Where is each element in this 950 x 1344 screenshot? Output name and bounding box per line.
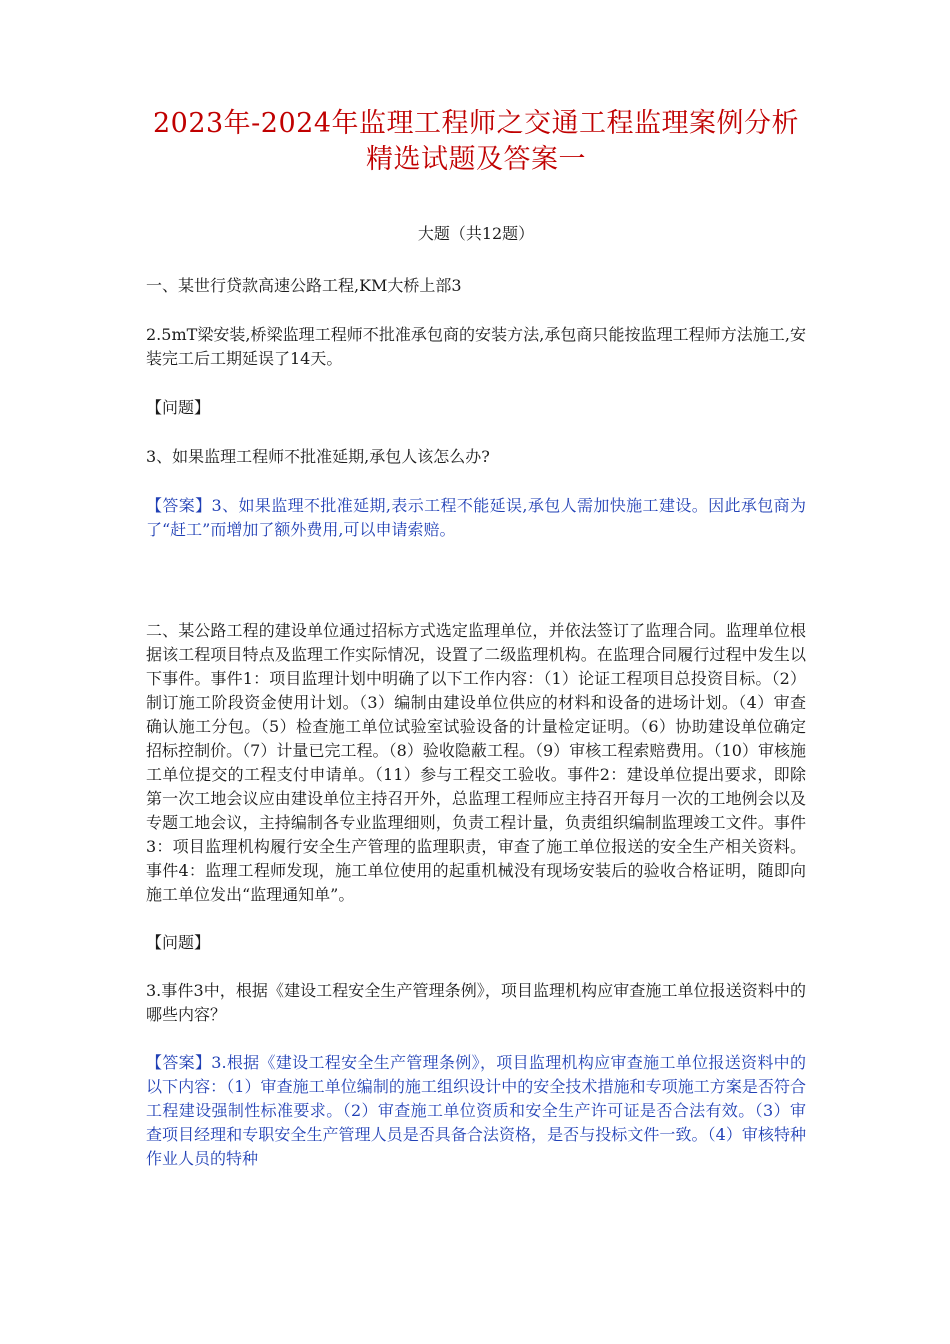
question-1-label: 【问题】 [146,398,211,417]
question-2-body: 二、某公路工程的建设单位通过招标方式选定监理单位，并依法签订了监理合同。监理单位根据该工程项目特点及监理工作实际情况，设置了二级监理机构。在监理合同履行过程中发生以下事件。事件1：项目监理计划中明确了以下工作内容：（1）论证工程项目总投资目标。（2）制订施工阶段资金使用计划。（3）编制由建设单位供应的材料和设备的进场计划。（4）审查确认施工分包。（5）检查施工单位试验室试验设备的计量检定证明。（6）协助建设单位确定招标控制价。（7）计量已完工程。（8）验收隐蔽工程。（9）审核工程索赔费用。（10）审核施工单位提交的工程支付申请单。（11）参与工程交工验收。事件2：建设单位提出要求，即除第一次工地会议应由建设单位主持召开外，总监理工程师应主持召开每月一次的工地例会以及专题工地会议，主持编制各专业监理细则，负责工程计量，负责组织编制监理竣工文件。事件3：项目监理机构履行安全生产管理的监理职责，审查了施工单位报送的安全生产相关资料。事件4：监理工程师发现，施工单位使用的起重机械没有现场安装后的验收合格证明，随即向施工单位发出“监理通知单”。 [146,621,806,904]
document-page [146,106,806,1171]
question-2-label: 【问题】 [146,933,211,952]
section-heading: 大题（共12题） [417,224,535,243]
question-2-answer: 【答案】3.根据《建设工程安全生产管理条例》，项目监理机构应审查施工单位报送资料中的以下内容：（1）审查施工单位编制的施工组织设计中的安全技术措施和专项施工方案是否符合工程建设强制性标准要求。（2）审查施工单位资质和安全生产许可证是否合法有效。（3）审查项目经理和专职安全生产管理人员是否具备合法资格，是否与投标文件一致。（4）审核特种作业人员的特种 [146,1053,806,1168]
question-1-intro: 一、某世行贷款高速公路工程,KM大桥上部3 [146,276,462,295]
question-1-detail: 2.5mT梁安装,桥梁监理工程师不批准承包商的安装方法,承包商只能按监理工程师方法施工,安装完工后工期延误了14天。 [146,325,806,368]
question-2-question: 3.事件3中，根据《建设工程安全生产管理条例》，项目监理机构应审查施工单位报送资料中的哪些内容？ [146,981,806,1024]
question-1-question: 3、如果监理工程师不批准延期,承包人该怎么办? [146,447,490,466]
document-title: 2023年-2024年监理工程师之交通工程监理案例分析精选试题及答案一 [152,108,800,175]
question-2 [146,619,806,1171]
question-1 [146,274,806,542]
question-1-answer: 【答案】3、如果监理不批准延期,表示工程不能延误,承包人需加快施工建设。因此承包商为了“赶工”而增加了额外费用,可以申请索赔。 [146,496,806,539]
